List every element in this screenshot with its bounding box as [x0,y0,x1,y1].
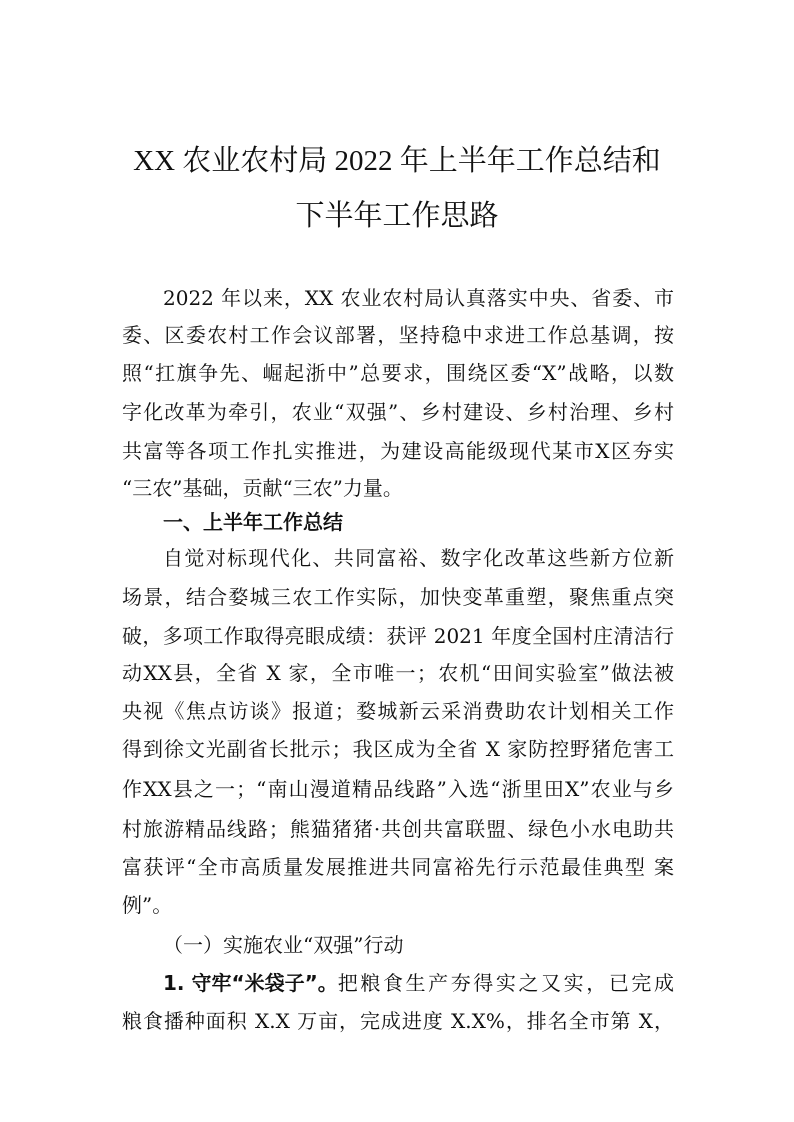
paragraph-line: 得到徐文光副省长批示；我区成为全省 X 家防控野猪危害工 [122,737,674,761]
paragraph-line: 字化改革为牵引，农业“双强”、乡村建设、乡村治理、乡村 [122,400,674,424]
paragraph-line: 自觉对标现代化、共同富裕、数字化改革这些新方位新 [163,546,674,570]
paragraph-line: “三农”基础，贡献“三农”力量。 [122,476,403,500]
item-line [163,971,674,995]
paragraph-line: 2022 年以来，XX 农业农村局认真落实中央、省委、市 [163,286,674,310]
paragraph-line: 央视《焦点访谈》报道；婺城新云采消费助农计划相关工作 [122,699,674,723]
paragraph-line: 作XX县之一；“南山漫道精品线路”入选“浙里田X”农业与乡 [122,777,674,801]
paragraph-line: 委、区委农村工作会议部署，坚持稳中求进工作总基调，按 [122,323,674,347]
paragraph-line: 例”。 [122,893,173,917]
paragraph-line: 破，多项工作取得亮眼成绩：获评 2021 年度全国村庄清洁行 [122,624,674,648]
item-label: 1. 守牢“米袋子”。 [163,971,338,995]
paragraph-line: 场景，结合婺城三农工作实际，加快变革重塑，聚焦重点突 [122,585,674,609]
paragraph-line: 村旅游精品线路；熊猫猪猪·共创共富联盟、绿色小水电助共 [122,817,674,841]
document-title-line-1: XX 农业农村局 2022 年上半年工作总结和 [133,145,661,177]
subsection-heading: （一）实施农业“双强”行动 [163,933,404,957]
paragraph-line: 照“扛旗争先、崛起浙中”总要求，围绕区委“X”战略，以数 [122,361,674,385]
paragraph-line: 共富等各项工作扎实推进，为建设高能级现代某市X区夯实 [122,439,674,463]
item-text: 把粮食生产夯得实之又实，已完成 [337,971,674,995]
paragraph-line: 粮食播种面积 X.X 万亩，完成进度 X.X%，排名全市第 X， [122,1009,674,1033]
document-title-line-2: 下半年工作思路 [295,200,499,232]
section-heading: 一、上半年工作总结 [163,510,343,534]
paragraph-line: 富获评“全市高质量发展推进共同富裕先行示范最佳典型 案 [122,855,674,879]
paragraph-line: 动XX县，全省 X 家，全市唯一；农机“田间实验室”做法被 [122,661,674,685]
